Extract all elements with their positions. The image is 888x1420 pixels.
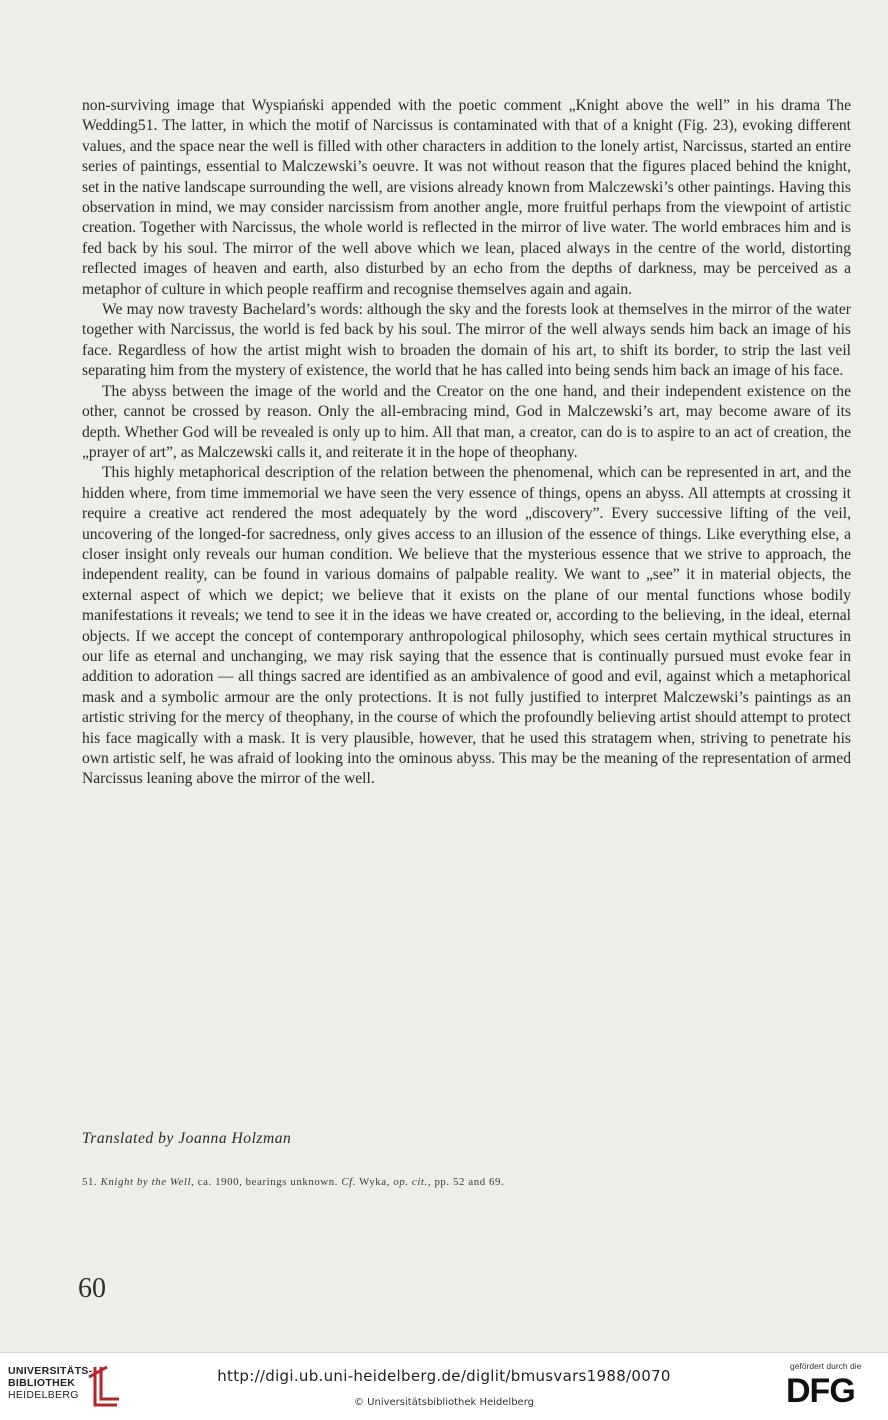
footnote-pages: pp. 52 and 69. xyxy=(434,1176,505,1188)
library-line-2: BIBLIOTHEK xyxy=(8,1377,76,1389)
library-line-1: UNIVERSITÄTS- xyxy=(8,1365,93,1377)
paragraph-4: This highly metaphorical description of the relation between the phenomenal, which can be represented in art, and the hidden where, from time immemorial we have seen the very essence of things, opens an abyss. All attempts at crossing it require a creative act rendered the most adequately by the word „discovery”. Every successive lifting of the veil, uncovering of the longed-for sacredness, only gives access to an illusion of the essence of things. Like everything else, a closer insight only reveals our human condition. We believe that the mysterious essence that we strive to approach, the independent reality, can be found in various domains of palpable reality. We want to „see” it in material objects, the external aspect of which we depict; we believe that it exists on the plane of our mental functions whose bodily manifestations it reveals; we tend to see it in the ideas we have created or, according to the believing, in the ideal, eternal objects. If we accept the concept of contemporary anthropological philosophy, which sees certain mythical structures in our life as eternal and unchanging, we may risk saying that the essence that is continually pursued must evoke fear in addition to adoration — all things sacred are identified as an ambivalence of good and evil, against which a metaphorical mask and a symbolic armour are the only protections. It is not fully justified to interpret Malczewski’s paintings as an artistic striving for the mercy of theophany, in the course of which the profoundly believing artist should attempt to protect his face magically with a mask. It is very plausible, however, that he used this stratagem when, striving to penetrate his own artistic self, he was afraid of looking into the ominous abyss. This may be the meaning of the representation of armed Narcissus leaning above the mirror of the well. xyxy=(82,464,851,788)
footnote-details: ca. 1900, bearings unknown. xyxy=(197,1176,339,1188)
page-number: 60 xyxy=(78,1273,106,1304)
footnote-51 xyxy=(82,1176,851,1188)
copyright-notice: © Universitätsbibliothek Heidelberg xyxy=(353,1397,534,1408)
footnote-title: Knight by the Well, xyxy=(100,1176,195,1188)
paragraph-1: non-surviving image that Wyspiański appended with the poetic comment „Knight above the well” in his drama The Wedding51. The latter, in which the motif of Narcissus is contaminated with that of a knight (Fig. 23), evoking different values, and the space near the well is filled with other characters in addition to the lonely artist, Narcissus, started an entire series of paintings, essential to Malczewski’s oeuvre. It was not without reason that the figures placed behind the knight, set in the native landscape surrounding the well, are visions already known from Malczewski’s other paintings. Having this observation in mind, we may consider narcissism from another angle, more fruitful perhaps from the viewpoint of artistic creation. Together with Narcissus, the whole world is reflected in the mirror of live water. The world embraces him and is fed back by his soul. The mirror of the well above which we lean, placed always in the centre of the world, distorting reflected images of heaven and earth, also disturbed by an echo from the depths of darkness, may be perceived as a metaphor of culture in which people reaffirm and recognise themselves again and again. xyxy=(82,97,851,298)
body-text xyxy=(82,96,851,790)
dfg-logo: DFG xyxy=(786,1372,855,1410)
footnote-number: 51. xyxy=(82,1176,98,1188)
footnote-cf: Cf. xyxy=(341,1176,357,1188)
funded-by-label: gefördert durch die xyxy=(790,1361,862,1371)
library-line-3: HEIDELBERG xyxy=(8,1389,79,1401)
paragraph-2: We may now travesty Bachelard’s words: although the sky and the forests look at themselves in the mirror of the water together with Narcissus, the world is fed back by his soul. The mirror of the well always sends him back an image of his face. Regardless of how the artist might wish to broaden the domain of his art, to shift its border, to strip the last veil separating him from the mystery of existence, the world that he has called into being sends him back an image of his face. xyxy=(82,301,851,380)
paragraph-3: The abyss between the image of the world and the Creator on the one hand, and their independent existence on the other, cannot be crossed by reason. Only the all-embracing mind, God in Malczewski’s art, may become aware of its depth. Whether God will be revealed is only up to him. All that man, a creator, can do is to aspire to an act of creation, the „prayer of art”, as Malczewski calls it, and reiterate it in the hope of theophany. xyxy=(82,382,851,461)
translator-credit: Translated by Joanna Holzman xyxy=(82,1130,292,1147)
digitization-footer xyxy=(0,1352,888,1420)
footnote-ref: Wyka, xyxy=(359,1176,391,1188)
source-url-link[interactable]: http://digi.ub.uni-heidelberg.de/diglit/bmusvars1988/0070 xyxy=(217,1367,671,1385)
footnote-opcit: op. cit., xyxy=(393,1176,432,1188)
